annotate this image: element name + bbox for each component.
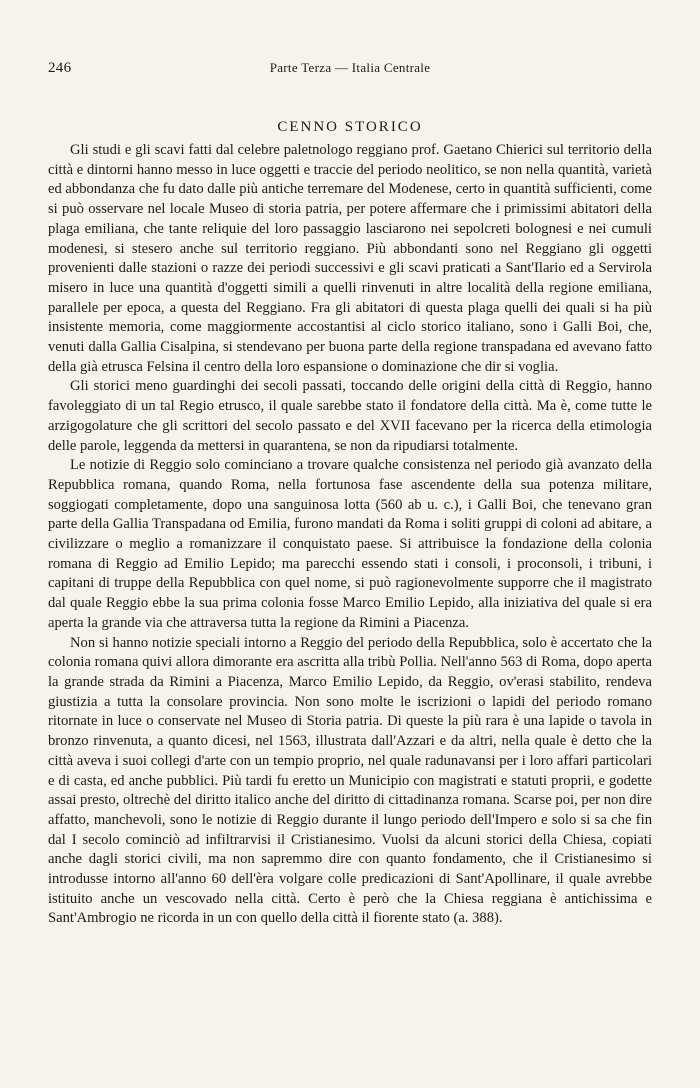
paragraph: Gli storici meno guardinghi dei secoli passati, toccando delle origini della città di Reggio, hanno favoleggiato di un tal Regio etrusco, il quale sarebbe stato il fondatore della città. Ma è, come tutte le arzigogolature che gli scrittori del secolo passato e del XVII facevano per la ricerca della etimologia delle parole, leggenda da mettersi in quarantena, se non da ripudiarsi totalmente. (48, 378, 652, 454)
section-title: CENNO STORICO (277, 119, 423, 135)
paragraph: Non si hanno notizie speciali intorno a Reggio del periodo della Repubblica, solo è accertato che la colonia romana quivi allora dimorante era ascritta alla tribù Pollia. Nell'anno 563 di Roma, dopo aperta la grande strada da Rimini a Piacenza, Marco Emilio Lepido, da Reggio, ov'erasi stabilito, rendeva giustizia a tutta la consolare provincia. Non sono molte le iscrizioni o lapidi del periodo romano ritornate in luce o conservate nel Museo di Storia patria. Di queste la più rara è una lapide o tavola in bronzo rinvenuta, a quanto dicesi, nel 1563, illustrata dall'Azzari e da altri, nella quale è detto che la città aveva i suoi collegi d'arte con un tempio proprio, nel quale radunavansi per i loro affari particolari e di casta, ed anche pubblici. Più tardi fu eretto un Municipio con magistrati e statuti proprii, e godette assai presto, oltrechè del diritto italico anche del diritto di cittadinanza romana. Scarse poi, per non dire affatto, manchevoli, sono le notizie di Reggio durante il lungo periodo dell'Impero e solo si sa che fin dal I secolo cominciò ad infiltrarvisi il Cristianesimo. Vuolsi da alcuni storici della Chiesa, copiati anche dagli storici civili, ma non sapremmo dire con quanto fondamento, che il Cristianesimo si introdusse intorno all'anno 60 dell'èra volgare colle predicazioni di Sant'Apollinare, il quale avrebbe istituito anche un vescovado nella città. Certo è però che la Chiesa reggiana è antichissima e Sant'Ambrogio ne ricorda in un con quello della città il fiorente stato (a. 388). (48, 634, 652, 927)
paragraph: Gli studi e gli scavi fatti dal celebre paletnologo reggiano prof. Gaetano Chierici sul territorio della città e dintorni hanno messo in luce oggetti e traccie del periodo neolitico, se non nella quantità, varietà ed abbondanza che fu dato dalle più antiche terremare del Modenese, certo in quantità sufficienti, come si può osservare nel locale Museo di storia patria, per potere affermare che i primissimi abitatori della plaga emiliana, che tante reliquie del loro passaggio lasciarono nei sepolcreti bolognesi e nei cumuli modenesi, si stesero anche sul territorio reggiano. Più abbondanti sono nel Reggiano gli oggetti provenienti dalle stazioni o razze dei periodi successivi e gli scavi praticati a Sant'Ilario ed a Servirola misero in luce una quantità d'oggetti simili a quelli rinvenuti in altre località della regione emiliana, parallele per epoca, a questa del Reggiano. Fra gli abitatori di questa plaga quelli dei quali si ha più insistente memoria, come maggiormente accostantisi al ciclo storico italiano, sono i Galli Boi, che, venuti dalla Gallia Cisalpina, si stendevano per buona parte della regione transpadana ed avevano fatto della già etrusca Felsina il centro della loro espansione o dominazione che dir si voglia. (48, 142, 652, 375)
body-text (48, 141, 652, 929)
running-title: Parte Terza — Italia Centrale (269, 60, 431, 75)
paragraph: Le notizie di Reggio solo cominciano a trovare qualche consistenza nel periodo già avanzato della Repubblica romana, quando Roma, nella fortunosa fase ascendente della sua potenza militare, soggiogati completamente, dopo una sanguinosa lotta (560 ab u. c.), i Galli Boi, che tenevano gran parte della Gallia Transpadana od Emilia, furono mandati da Roma i soliti gruppi di coloni ad abitare, a civilizzare o meglio a romanizzare il conquistato paese. Si attribuisce la fondazione della colonia romana di Reggio ad Emilio Lepido; ma parecchi essendo stati i consoli, i proconsoli, i tribuni, i capitani di truppe della Repubblica con quel nome, si può ragionevolmente supporre che il magistrato dal quale Reggio ebbe la sua prima colonia fosse Marco Emilio Lepido, alla iniziativa del quale si era aperta la grande via che attraversa tutta la regione da Rimini a Piacenza. (48, 457, 652, 631)
page-header (48, 60, 652, 80)
page-number: 246 (48, 60, 72, 76)
